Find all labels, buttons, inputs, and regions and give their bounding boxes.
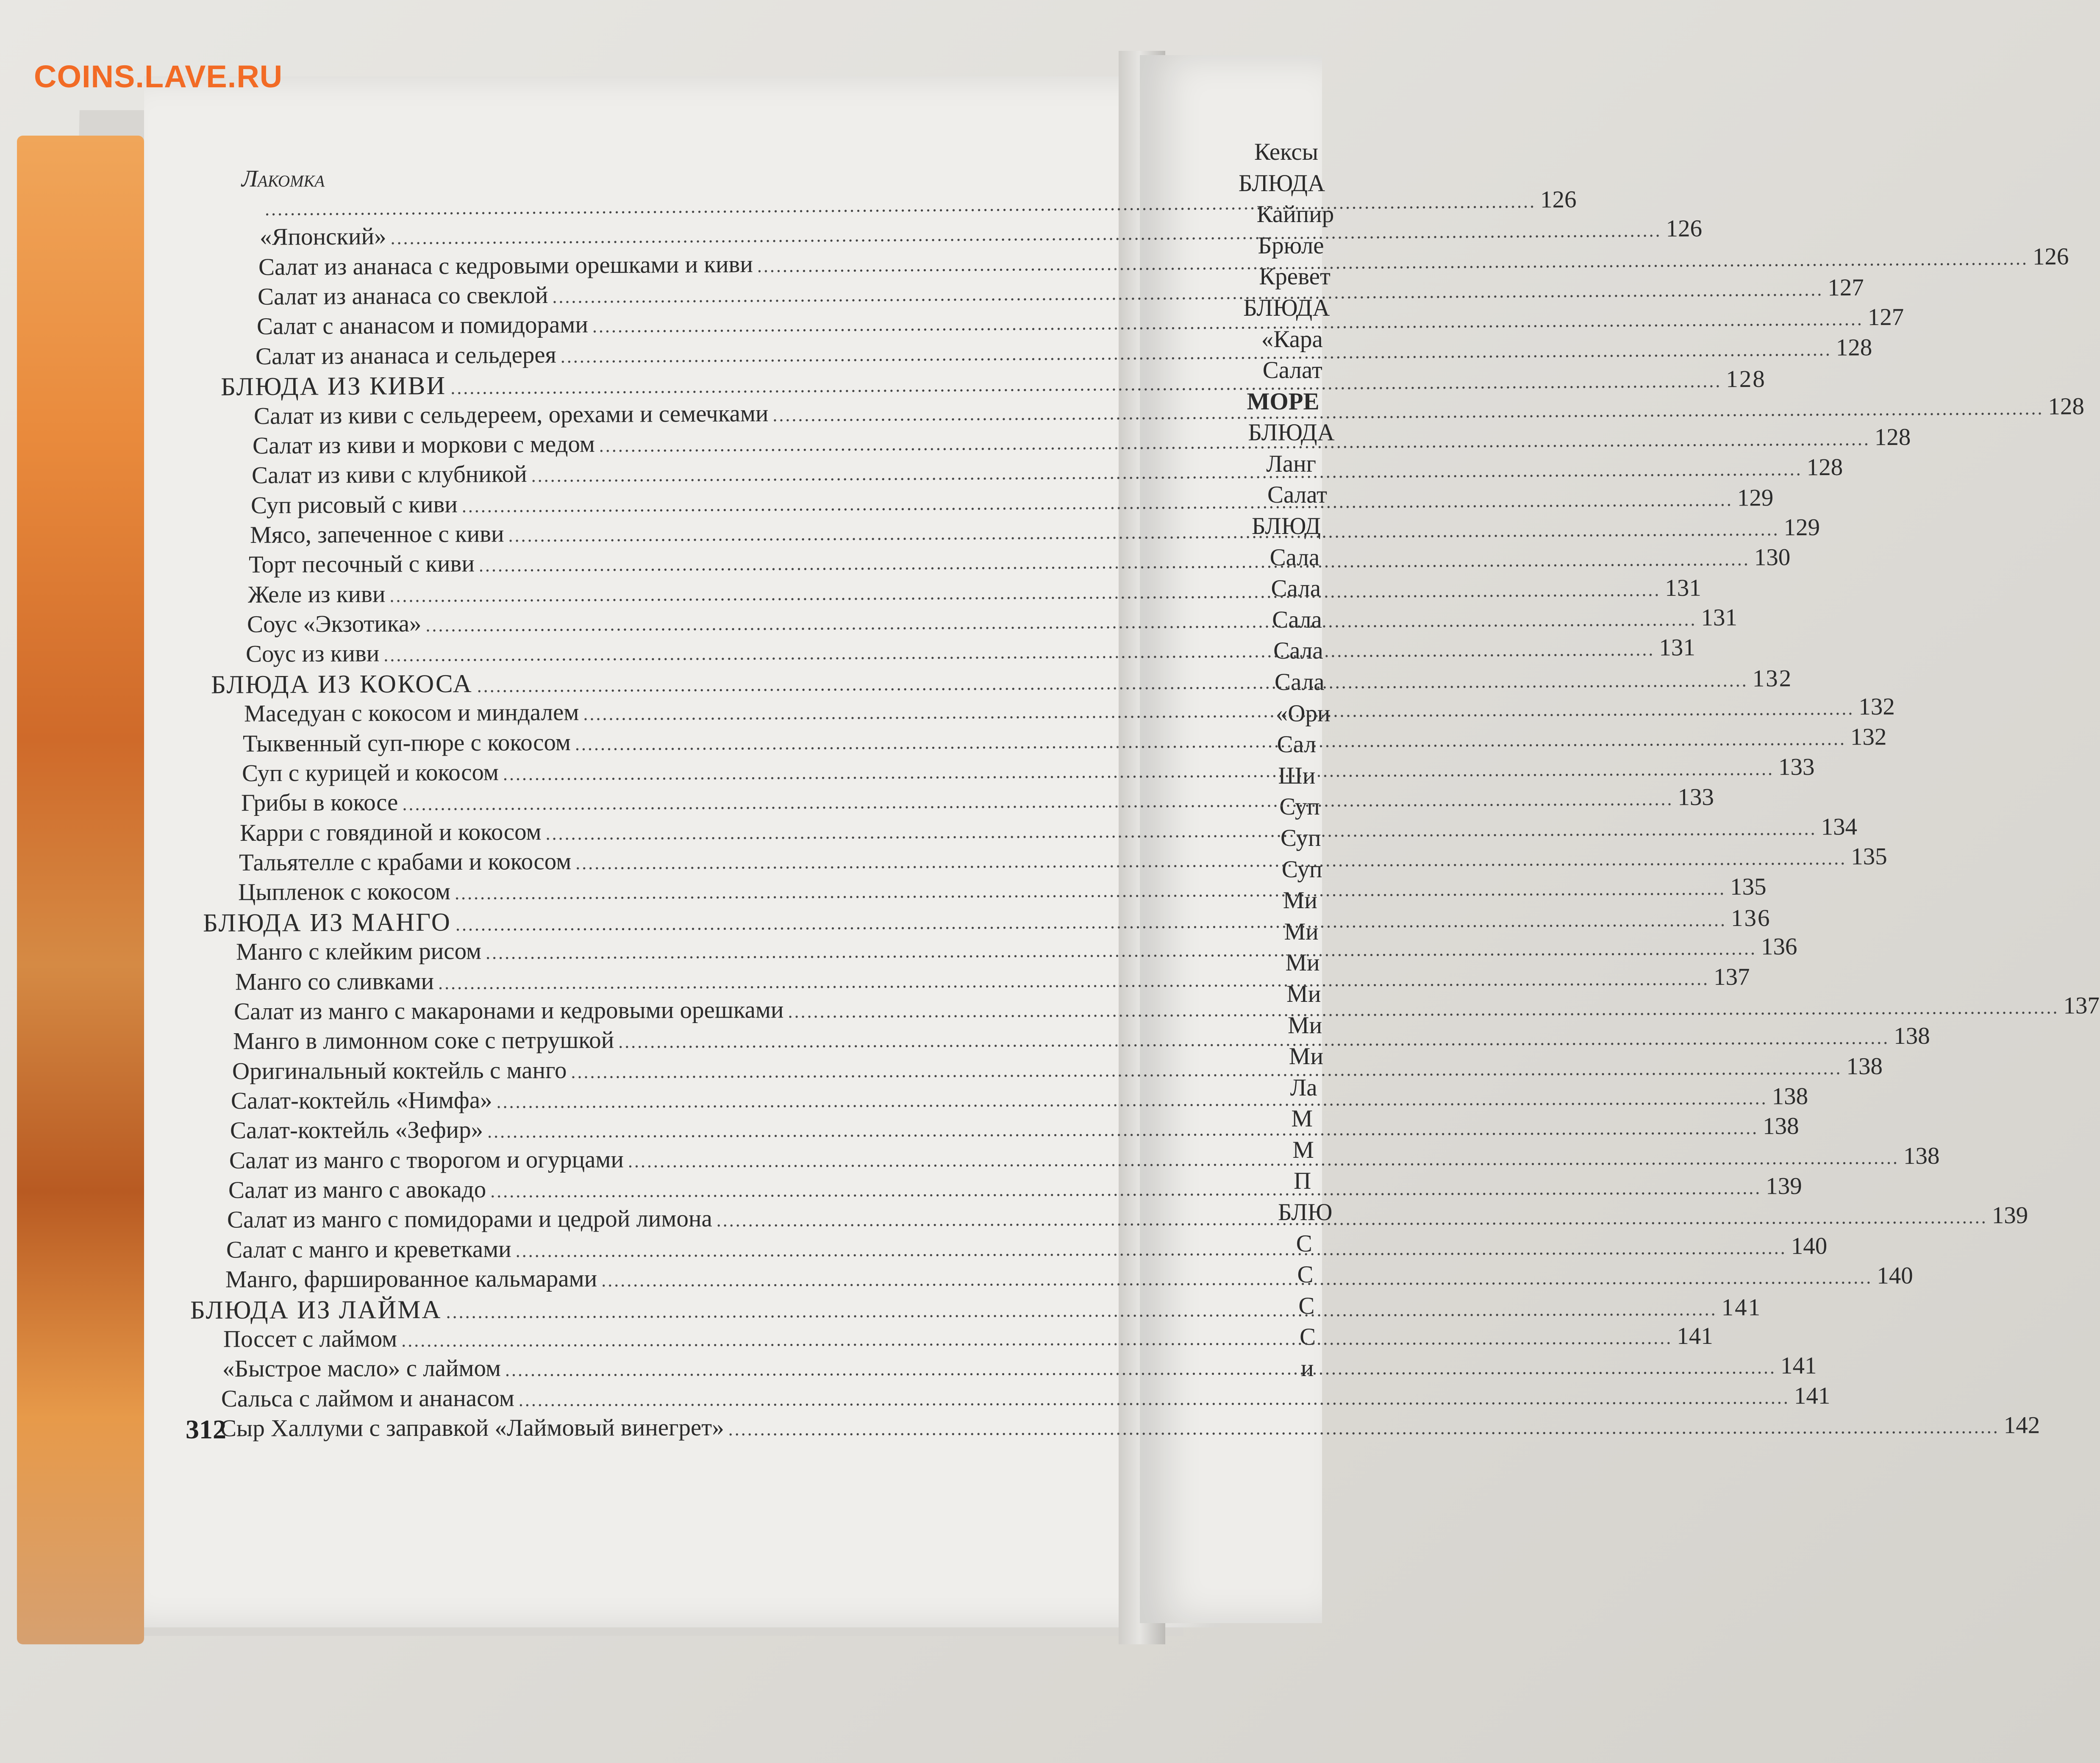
toc-entry-title: БЛЮДА ИЗ МАНГО: [203, 908, 452, 937]
right-page-entry: Ши: [1278, 762, 1316, 789]
toc-leader-dots: [531, 460, 1803, 485]
toc-entry: [230, 1112, 1799, 1144]
toc-entry-title: Соус «Экзотика»: [247, 610, 422, 638]
toc-leader-dots: [717, 1208, 1988, 1230]
right-page-entry: Брюле: [1258, 232, 1324, 259]
toc-entry-page: 141: [1677, 1322, 1713, 1350]
toc-leader-dots: [575, 729, 1846, 758]
toc-entry-title: Салат из манго с макаронами и кедровыми орешками: [234, 996, 784, 1025]
toc-entry-title: Грибы в кокосе: [241, 789, 398, 817]
right-page-entry: «Кара: [1261, 325, 1323, 353]
toc-entry: [223, 1322, 1713, 1353]
toc-leader-dots: [477, 671, 1748, 695]
right-page-entry: Ланг: [1266, 450, 1317, 477]
right-page-entry: Ми: [1283, 887, 1317, 914]
toc-leader-dots: [728, 1418, 2000, 1439]
toc-entry-page: 141: [1721, 1293, 1762, 1321]
toc-entry-title: «Быстрое масло» с лаймом: [222, 1355, 501, 1382]
toc-entry-title: «Японский»: [259, 223, 386, 251]
right-page-entry: Кревет: [1259, 263, 1331, 290]
toc-leader-dots: [450, 372, 1722, 398]
toc-leader-dots: [552, 280, 1823, 306]
right-page-entry: Кексы: [1254, 139, 1319, 165]
toc-leader-dots: [401, 1329, 1672, 1350]
toc-leader-dots: [487, 1119, 1758, 1141]
toc-entry: [229, 1142, 1940, 1174]
right-page-entry: Ла: [1290, 1074, 1317, 1101]
toc-leader-dots: [438, 969, 1709, 992]
toc-entry-title: Суп с курицей и кокосом: [242, 759, 499, 787]
toc-entry: [231, 1083, 1808, 1115]
toc-entry-page: 133: [1778, 754, 1815, 781]
right-page-entry: Салат: [1262, 357, 1322, 384]
toc-entry-page: 142: [2003, 1412, 2040, 1439]
toc-entry-page: 128: [1726, 365, 1766, 393]
right-page-heading: БЛЮ: [1278, 1199, 1333, 1226]
right-page-entry: Сала: [1273, 637, 1323, 665]
toc-entry-title: Манго с клейким рисом: [236, 937, 482, 965]
toc-entry: [235, 963, 1750, 996]
toc-entry-page: 128: [2047, 392, 2084, 420]
toc-leader-dots: [462, 490, 1733, 515]
toc-leader-dots: [561, 340, 1832, 366]
toc-entry-page: 138: [1894, 1023, 1930, 1050]
toc-entry: [226, 1232, 1828, 1263]
toc-entry-page: 136: [1731, 904, 1771, 932]
toc-entry-title: Тыквенный суп-пюре с кокосом: [243, 729, 571, 757]
toc-leader-dots: [497, 1089, 1768, 1112]
right-page-entry: Ми: [1285, 949, 1320, 976]
right-page-entry: М: [1291, 1105, 1313, 1132]
toc-leader-dots: [425, 606, 1697, 635]
right-page-entry: Ми: [1289, 1043, 1323, 1070]
right-page-entry: Суп: [1279, 793, 1320, 820]
toc-entry: [253, 392, 2084, 429]
toc-entry-page: 131: [1659, 634, 1696, 662]
toc-leader-dots: [486, 939, 1757, 962]
toc-entry-title: Карри с говядиной и кокосом: [240, 818, 542, 846]
toc-entry-page: 129: [1783, 514, 1820, 541]
toc-entry-title: Маседуан с кокосом и миндалем: [244, 699, 579, 727]
toc-entry-title: Салат-коктейль «Зефир»: [230, 1116, 483, 1144]
toc-leader-dots: [546, 819, 1817, 843]
toc-entry-title: Соус из киви: [246, 640, 380, 668]
toc-entry-page: 128: [1875, 423, 1911, 451]
toc-entry: [221, 1382, 1831, 1412]
toc-leader-dots: [446, 1300, 1717, 1321]
toc-entry-page: 128: [1836, 334, 1872, 361]
toc-entry-page: 126: [1540, 186, 1577, 213]
toc-entry-page: 129: [1737, 484, 1774, 512]
toc-entry-page: 135: [1851, 843, 1887, 870]
toc-leader-dots: [383, 637, 1655, 665]
toc-entry-page: 138: [1846, 1053, 1883, 1080]
right-page-entry: Ми: [1284, 918, 1319, 945]
toc-entry: [228, 1173, 1802, 1204]
right-page-entry: Ми: [1286, 980, 1321, 1007]
right-page-entry: Кайпир: [1256, 201, 1334, 228]
toc-entry-title: Манго со сливками: [235, 968, 434, 996]
right-page-heading: БЛЮДА: [1243, 294, 1330, 321]
toc-leader-dots: [599, 430, 1870, 455]
toc-leader-dots: [571, 1059, 1842, 1081]
toc-entry-title: Мясо, запеченное с киви: [250, 520, 504, 549]
toc-entry-title: Тальятелле с крабами и кокосом: [239, 848, 572, 876]
toc-entry: [222, 1352, 1817, 1382]
toc-entry-page: 132: [1850, 723, 1887, 751]
toc-entry-page: 140: [1876, 1262, 1913, 1289]
right-page-entry: Суп: [1281, 856, 1322, 883]
toc-entry-title: Оригинальный коктейль с манго: [232, 1057, 567, 1084]
toc-entry-title: Салат с манго и креветками: [226, 1235, 511, 1263]
toc-leader-dots: [390, 221, 1661, 247]
toc-leader-dots: [601, 1268, 1872, 1290]
right-page-entry: Сала: [1271, 575, 1321, 602]
toc-entry-title: Салат-коктейль «Нимфа»: [231, 1087, 493, 1115]
watermark: COINS.LAVE.RU: [34, 59, 283, 94]
right-page-entry: Сала: [1274, 669, 1325, 696]
toc-leader-dots: [503, 759, 1774, 783]
toc-entry-title: Сыр Халлуми с заправкой «Лаймовый винегрет»: [220, 1414, 724, 1442]
toc-entry: [220, 1412, 2040, 1442]
toc-entry-title: Салат с ананасом и помидорами: [256, 311, 588, 340]
right-page-entry: «Ори: [1275, 700, 1331, 727]
toc-entry-page: 132: [1752, 665, 1793, 692]
toc-entry-page: 138: [1903, 1142, 1940, 1169]
toc-entry-title: Салат из ананаса с кедровыми орешками и киви: [258, 250, 753, 281]
toc-leader-dots: [456, 911, 1727, 934]
toc-entry-page: 128: [1806, 454, 1843, 481]
right-page-entry: С: [1296, 1230, 1312, 1257]
toc-entry-title: Салат из ананаса и сельдерея: [256, 341, 557, 370]
toc-entry-title: Салат из манго с помидорами и цедрой лимона: [227, 1205, 713, 1234]
toc-entry-title: Салат из ананаса со свеклой: [257, 281, 548, 310]
toc-leader-dots: [618, 1029, 1889, 1051]
toc-entry-page: 138: [1772, 1083, 1808, 1110]
toc-entry-page: 136: [1761, 933, 1797, 960]
right-page-heading: БЛЮД: [1251, 513, 1321, 540]
toc-entry-page: 140: [1791, 1232, 1828, 1260]
toc-entry-title: Салат из манго с авокадо: [228, 1176, 486, 1204]
toc-leader-dots: [772, 399, 2044, 424]
toc-leader-dots: [505, 1355, 1776, 1382]
toc-entry-page: 126: [2033, 243, 2069, 270]
toc-entry-title: БЛЮДА ИЗ ЛАЙМА: [190, 1295, 442, 1324]
right-page-entry: П: [1294, 1168, 1311, 1195]
running-head: Лакомка: [242, 166, 325, 192]
toc-entry-title: Салат из киви с клубникой: [251, 461, 527, 489]
toc-entry-page: 127: [1867, 304, 1904, 331]
toc-leader-dots: [389, 581, 1661, 605]
right-page-heading: МОРЕ: [1247, 388, 1319, 415]
toc-entry-title: Манго, фаршированное кальмарами: [225, 1265, 597, 1293]
toc-entry-page: 126: [1665, 215, 1702, 242]
toc-entry-page: 137: [1713, 963, 1750, 990]
right-page-entry: Суп: [1281, 824, 1321, 851]
toc-section-heading: [190, 1293, 1762, 1324]
toc-entry-page: 141: [1780, 1352, 1817, 1379]
right-page-entry: Сала: [1269, 544, 1320, 571]
toc-entry-title: Салат из манго с творогом и огурцами: [229, 1146, 624, 1174]
toc-entry-page: 132: [1858, 693, 1895, 720]
toc-entry-page: 131: [1665, 574, 1701, 601]
right-page-entry: и: [1301, 1355, 1314, 1382]
toc-entry-title: Сальса с лаймом и ананасом: [221, 1385, 515, 1412]
right-page-entry: Ми: [1287, 1012, 1322, 1039]
toc-entry-title: Салат из киви и моркови с медом: [253, 430, 595, 459]
toc-entry-page: 139: [1992, 1202, 2028, 1229]
toc-leader-dots: [519, 1388, 1790, 1410]
toc-leader-dots: [265, 192, 1536, 219]
toc-entry-page: 141: [1794, 1382, 1831, 1409]
toc-entry-page: 137: [2063, 992, 2100, 1019]
right-page-entry: Сал: [1277, 731, 1316, 758]
right-page-heading: БЛЮДА: [1238, 170, 1325, 197]
toc-leader-dots: [592, 310, 1863, 336]
toc-entry-title: Салат из киви с сельдереем, орехами и семечками: [253, 400, 769, 429]
right-page-entry: Салат: [1267, 481, 1328, 509]
toc-entry-page: 134: [1821, 813, 1858, 840]
toc-entry: [225, 1262, 1913, 1293]
right-page-entry: С: [1298, 1292, 1315, 1319]
toc-leader-dots: [516, 1239, 1787, 1260]
right-page-heading: БЛЮДА: [1248, 419, 1335, 446]
toc-entry-page: 127: [1828, 274, 1864, 301]
right-page-entry: С: [1297, 1261, 1314, 1288]
toc-leader-dots: [402, 790, 1673, 814]
toc-entry-page: 139: [1765, 1173, 1802, 1200]
toc-entry-page: 130: [1754, 544, 1791, 571]
toc-leader-dots: [757, 249, 2028, 275]
toc-entry-title: Поссет с лаймом: [223, 1325, 397, 1353]
toc-entry: [234, 992, 2100, 1025]
toc-entry-title: БЛЮДА ИЗ КОКОСА: [211, 669, 473, 699]
toc-leader-dots: [583, 699, 1854, 723]
right-page-entry: С: [1300, 1324, 1316, 1351]
toc-entry-page: 138: [1763, 1112, 1799, 1140]
toc-leader-dots: [479, 550, 1750, 575]
right-page-entry: М: [1292, 1136, 1314, 1163]
toc-entry-title: Желе из киви: [247, 581, 386, 608]
toc-entry-page: 131: [1700, 604, 1737, 631]
toc-leader-dots: [575, 849, 1847, 873]
toc-entry-page: 135: [1730, 873, 1767, 901]
toc-entry-title: Торт песочный с киви: [249, 550, 475, 578]
toc-entry-title: Манго в лимонном соке с петрушкой: [233, 1026, 614, 1055]
toc-entry-page: 133: [1677, 784, 1714, 811]
page-number: 312: [186, 1414, 226, 1444]
toc-leader-dots: [455, 879, 1726, 903]
right-page-entry: Сала: [1272, 606, 1322, 633]
toc-entry-title: Цыпленок с кокосом: [238, 878, 450, 906]
book-cover-edge: [17, 136, 144, 1644]
toc-leader-dots: [490, 1179, 1761, 1201]
toc-leader-dots: [788, 998, 2059, 1021]
toc-leader-dots: [628, 1148, 1899, 1171]
toc-entry-title: Суп рисовый с киви: [250, 491, 458, 519]
toc-leader-dots: [508, 520, 1779, 545]
toc-entry-title: БЛЮДА ИЗ КИВИ: [220, 372, 447, 401]
